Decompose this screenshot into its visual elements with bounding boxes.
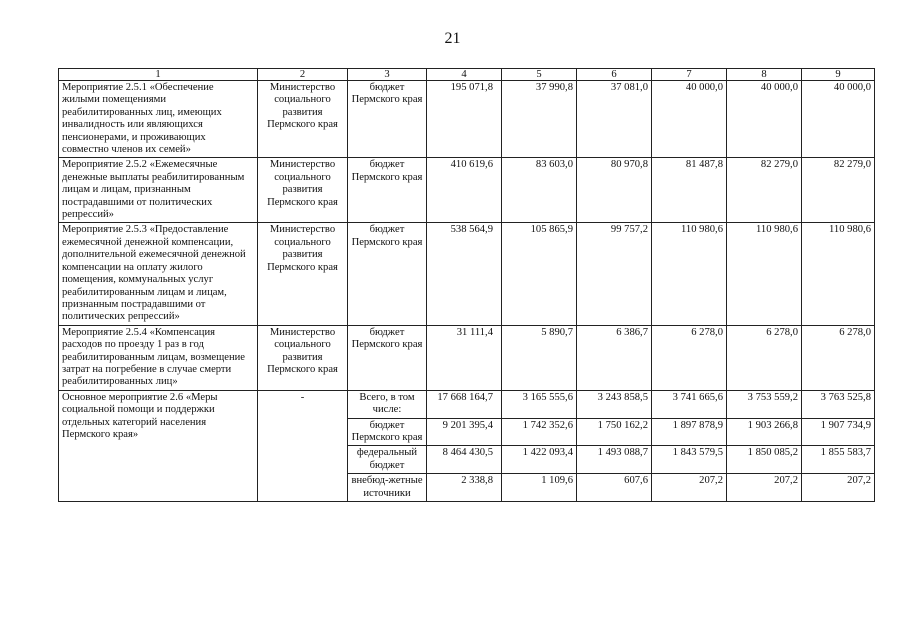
value-cell: 207,2 (652, 474, 727, 502)
column-header: 1 (59, 69, 258, 81)
value-cell: 99 757,2 (577, 223, 652, 325)
header-row (59, 69, 875, 81)
value-cell: 6 278,0 (652, 325, 727, 390)
table-row (59, 223, 875, 325)
executor-cell: Министерство социального развития Пермского края (258, 223, 348, 325)
column-header: 7 (652, 69, 727, 81)
table-row (59, 390, 875, 418)
page-number: 21 (444, 30, 461, 47)
value-cell: 3 741 665,6 (652, 390, 727, 418)
measure-cell: Мероприятие 2.5.4 «Компенсация расходов по проезду 1 раз в год реабилитированным лицам, возмещение затрат на погребение в случае смерти реабилитированных лиц» (59, 325, 258, 390)
executor-cell: Министерство социального развития Пермского края (258, 158, 348, 223)
funding-source-cell: бюджет Пермского края (348, 158, 427, 223)
value-cell: 207,2 (802, 474, 875, 502)
value-cell: 40 000,0 (727, 81, 802, 158)
value-cell: 31 111,4 (427, 325, 502, 390)
executor-cell: Министерство социального развития Пермского края (258, 325, 348, 390)
value-cell: 82 279,0 (727, 158, 802, 223)
funding-source-cell: федеральный бюджет (348, 446, 427, 474)
value-cell: 1 907 734,9 (802, 418, 875, 446)
executor-cell: - (258, 390, 348, 501)
value-cell: 195 071,8 (427, 81, 502, 158)
value-cell: 40 000,0 (652, 81, 727, 158)
value-cell: 1 109,6 (502, 474, 577, 502)
executor-cell: Министерство социального развития Пермского края (258, 81, 348, 158)
value-cell: 82 279,0 (802, 158, 875, 223)
column-header: 5 (502, 69, 577, 81)
funding-source-cell: Всего, в том числе: (348, 390, 427, 418)
column-header: 2 (258, 69, 348, 81)
value-cell: 5 890,7 (502, 325, 577, 390)
value-cell: 40 000,0 (802, 81, 875, 158)
value-cell: 110 980,6 (652, 223, 727, 325)
table-row (59, 325, 875, 390)
value-cell: 81 487,8 (652, 158, 727, 223)
value-cell: 1 493 088,7 (577, 446, 652, 474)
measure-cell: Основное мероприятие 2.6 «Меры социальной помощи и поддержки отдельных категорий населения Пермского края» (59, 390, 258, 501)
value-cell: 1 903 266,8 (727, 418, 802, 446)
measure-cell: Мероприятие 2.5.2 «Ежемесячные денежные выплаты реабилитированным лицам и лицам, признанным пострадавшими от политических репрессий» (59, 158, 258, 223)
value-cell: 1 897 878,9 (652, 418, 727, 446)
measure-cell: Мероприятие 2.5.3 «Предоставление ежемесячной денежной компенсации, дополнительной ежемесячной денежной компенсации на оплату жилого помещения, коммунальных услуг реабилитированным лицам и лицам, признанным пострадавшими от политических репрессий» (59, 223, 258, 325)
value-cell: 6 278,0 (727, 325, 802, 390)
value-cell: 3 243 858,5 (577, 390, 652, 418)
value-cell: 1 855 583,7 (802, 446, 875, 474)
funding-source-cell: бюджет Пермского края (348, 81, 427, 158)
measure-cell: Мероприятие 2.5.1 «Обеспечение жилыми помещениями реабилитированных лиц, имеющих инвалидность или являющихся пенсионерами, и проживающих совместно членов их семей» (59, 81, 258, 158)
value-cell: 9 201 395,4 (427, 418, 502, 446)
table-row (59, 158, 875, 223)
funding-source-cell: бюджет Пермского края (348, 223, 427, 325)
budget-table (58, 68, 875, 502)
funding-source-cell: бюджет Пермского края (348, 418, 427, 446)
value-cell: 110 980,6 (802, 223, 875, 325)
funding-source-cell: внебюд-жетные источники (348, 474, 427, 502)
value-cell: 1 422 093,4 (502, 446, 577, 474)
value-cell: 410 619,6 (427, 158, 502, 223)
table-row (59, 81, 875, 158)
value-cell: 1 742 352,6 (502, 418, 577, 446)
value-cell: 105 865,9 (502, 223, 577, 325)
value-cell: 3 763 525,8 (802, 390, 875, 418)
value-cell: 8 464 430,5 (427, 446, 502, 474)
value-cell: 3 753 559,2 (727, 390, 802, 418)
value-cell: 37 081,0 (577, 81, 652, 158)
value-cell: 207,2 (727, 474, 802, 502)
value-cell: 3 165 555,6 (502, 390, 577, 418)
value-cell: 6 386,7 (577, 325, 652, 390)
value-cell: 607,6 (577, 474, 652, 502)
value-cell: 6 278,0 (802, 325, 875, 390)
value-cell: 17 668 164,7 (427, 390, 502, 418)
column-header: 6 (577, 69, 652, 81)
value-cell: 2 338,8 (427, 474, 502, 502)
column-header: 8 (727, 69, 802, 81)
value-cell: 37 990,8 (502, 81, 577, 158)
value-cell: 1 843 579,5 (652, 446, 727, 474)
value-cell: 83 603,0 (502, 158, 577, 223)
funding-source-cell: бюджет Пермского края (348, 325, 427, 390)
value-cell: 1 750 162,2 (577, 418, 652, 446)
value-cell: 1 850 085,2 (727, 446, 802, 474)
value-cell: 538 564,9 (427, 223, 502, 325)
value-cell: 110 980,6 (727, 223, 802, 325)
column-header: 9 (802, 69, 875, 81)
column-header: 3 (348, 69, 427, 81)
value-cell: 80 970,8 (577, 158, 652, 223)
column-header: 4 (427, 69, 502, 81)
